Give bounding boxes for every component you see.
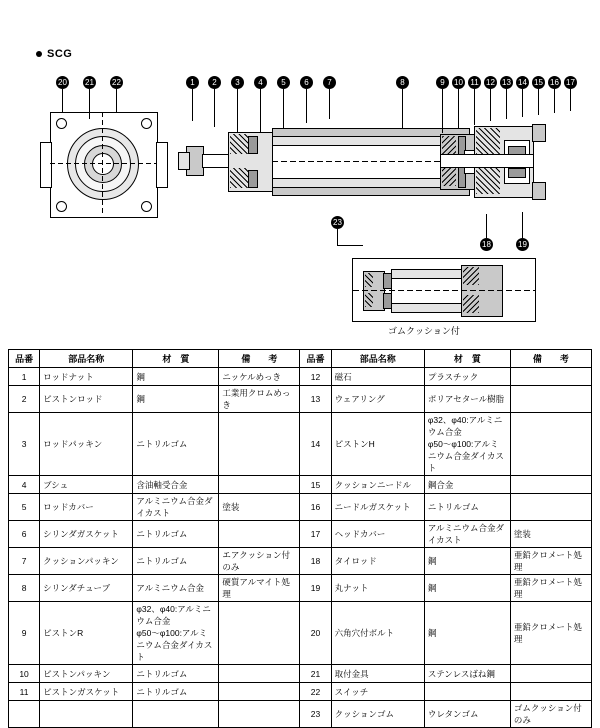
table-row bbox=[9, 665, 592, 683]
table-row bbox=[9, 521, 592, 548]
callout-7: 7 bbox=[323, 76, 336, 89]
callout-6: 6 bbox=[300, 76, 313, 89]
cell-remark bbox=[219, 701, 300, 728]
detail-hatch bbox=[463, 295, 479, 313]
cell-name: ピストンロッド bbox=[40, 386, 133, 413]
cell-remark bbox=[219, 683, 300, 701]
front-view-bolt-hole bbox=[56, 118, 67, 129]
table-row bbox=[9, 476, 592, 494]
model-title bbox=[36, 48, 72, 60]
cell-name: シリンダガスケット bbox=[40, 521, 133, 548]
cell-name: シリンダチューブ bbox=[40, 575, 133, 602]
callout-15: 15 bbox=[532, 76, 545, 89]
rod-cover-hatch bbox=[230, 134, 248, 154]
cell-material: プラスチック bbox=[424, 368, 510, 386]
callout-22: 22 bbox=[110, 76, 123, 89]
leader-line bbox=[306, 89, 307, 123]
header-no-right: 品番 bbox=[300, 350, 331, 368]
callout-14: 14 bbox=[516, 76, 529, 89]
detail-hatch bbox=[463, 267, 479, 285]
cell-material: ニトリルゴム bbox=[133, 683, 219, 701]
cell-name: 丸ナット bbox=[331, 575, 424, 602]
cell-remark: ニッケルめっき bbox=[219, 368, 300, 386]
leader-line bbox=[458, 89, 459, 129]
cell-no: 9 bbox=[9, 602, 40, 665]
leader-line bbox=[283, 89, 284, 129]
head-cover-hatch bbox=[476, 168, 500, 194]
callout-8: 8 bbox=[396, 76, 409, 89]
cell-no: 7 bbox=[9, 548, 40, 575]
cell-material: 鋼 bbox=[424, 602, 510, 665]
cell-no: 8 bbox=[9, 575, 40, 602]
cell-remark: 亜鉛クロメート処理 bbox=[510, 602, 591, 665]
cell-no: 18 bbox=[300, 548, 331, 575]
rod-packing-part bbox=[248, 170, 258, 188]
cell-no: 11 bbox=[9, 683, 40, 701]
cell-name bbox=[40, 701, 133, 728]
cell-remark bbox=[510, 683, 591, 701]
header-remark-right: 備 考 bbox=[510, 350, 591, 368]
cell-material bbox=[133, 701, 219, 728]
cell-material: アルミニウム合金 bbox=[133, 575, 219, 602]
cell-no: 21 bbox=[300, 665, 331, 683]
cell-no: 13 bbox=[300, 386, 331, 413]
cell-remark bbox=[510, 413, 591, 476]
cell-material: 鋼 bbox=[133, 386, 219, 413]
cell-name: ブシュ bbox=[40, 476, 133, 494]
model-title-label: SCG bbox=[47, 48, 73, 61]
cell-name: ピストンR bbox=[40, 602, 133, 665]
cell-material: ニトリルゴム bbox=[133, 548, 219, 575]
callout-11: 11 bbox=[468, 76, 481, 89]
cell-material: ウレタンゴム bbox=[424, 701, 510, 728]
cell-remark: 亜鉛クロメート処理 bbox=[510, 575, 591, 602]
leader-line bbox=[442, 89, 443, 133]
header-material-left: 材 質 bbox=[133, 350, 219, 368]
detail-caption: ゴムクッション付 bbox=[388, 326, 460, 336]
cell-remark bbox=[219, 476, 300, 494]
front-view-bolt-hole bbox=[56, 201, 67, 212]
cell-remark bbox=[510, 494, 591, 521]
cell-name: クッションニードル bbox=[331, 476, 424, 494]
cell-no bbox=[9, 701, 40, 728]
cell-no: 19 bbox=[300, 575, 331, 602]
cell-name: クッションパッキン bbox=[40, 548, 133, 575]
cell-remark: エアクッション付のみ bbox=[219, 548, 300, 575]
cell-no: 1 bbox=[9, 368, 40, 386]
cell-no: 16 bbox=[300, 494, 331, 521]
cell-no: 4 bbox=[9, 476, 40, 494]
callout-5: 5 bbox=[277, 76, 290, 89]
table-row bbox=[9, 368, 592, 386]
cell-material: ニトリルゴム bbox=[133, 413, 219, 476]
cell-remark bbox=[510, 665, 591, 683]
cylinder-tube-wall-top bbox=[272, 136, 442, 146]
table-row bbox=[9, 494, 592, 521]
cell-name: ピストンガスケット bbox=[40, 683, 133, 701]
front-view-mount-left bbox=[40, 142, 52, 188]
front-view-mount-right bbox=[156, 142, 168, 188]
header-name-right: 部品名称 bbox=[331, 350, 424, 368]
leader-line bbox=[402, 89, 403, 129]
piston-rod-h-part bbox=[440, 154, 534, 168]
cell-name: ロッドナット bbox=[40, 368, 133, 386]
header-no-left: 品番 bbox=[9, 350, 40, 368]
cell-remark bbox=[219, 665, 300, 683]
cell-name: タイロッド bbox=[331, 548, 424, 575]
cell-material: 鋼合金 bbox=[424, 476, 510, 494]
cell-name: ピストンH bbox=[331, 413, 424, 476]
detail-wall-bottom bbox=[391, 303, 463, 313]
callout-13: 13 bbox=[500, 76, 513, 89]
cell-no: 23 bbox=[300, 701, 331, 728]
callout-20: 20 bbox=[56, 76, 69, 89]
leader-line bbox=[490, 89, 491, 121]
cell-name: クッションゴム bbox=[331, 701, 424, 728]
callout-19: 19 bbox=[516, 238, 529, 251]
cell-name: 磁石 bbox=[331, 368, 424, 386]
callout-4: 4 bbox=[254, 76, 267, 89]
cell-remark: 工業用クロムめっき bbox=[219, 386, 300, 413]
cell-name: ウェアリング bbox=[331, 386, 424, 413]
front-view-drawing bbox=[50, 112, 158, 218]
leader-line bbox=[522, 89, 523, 117]
table-row bbox=[9, 683, 592, 701]
front-view-bolt-hole bbox=[141, 201, 152, 212]
cell-no: 10 bbox=[9, 665, 40, 683]
cell-no: 6 bbox=[9, 521, 40, 548]
detail-hatch bbox=[365, 293, 373, 307]
callout-16: 16 bbox=[548, 76, 561, 89]
callout-9: 9 bbox=[436, 76, 449, 89]
leader-line bbox=[237, 89, 238, 133]
round-nut-bottom bbox=[532, 182, 546, 200]
cell-remark bbox=[219, 413, 300, 476]
leader-line bbox=[474, 89, 475, 125]
cell-remark bbox=[510, 368, 591, 386]
leader-line bbox=[192, 89, 193, 121]
bullet-icon bbox=[36, 51, 42, 57]
cell-no: 5 bbox=[9, 494, 40, 521]
cell-name: 取付金具 bbox=[331, 665, 424, 683]
callout-2: 2 bbox=[208, 76, 221, 89]
cell-name: ピストンパッキン bbox=[40, 665, 133, 683]
head-cover-hatch bbox=[476, 128, 500, 154]
cell-no: 2 bbox=[9, 386, 40, 413]
leader-line bbox=[522, 212, 523, 238]
cell-remark bbox=[219, 602, 300, 665]
cell-material: ニトリルゴム bbox=[424, 494, 510, 521]
callout-12: 12 bbox=[484, 76, 497, 89]
header-remark-left: 備 考 bbox=[219, 350, 300, 368]
cell-material: 鋼 bbox=[424, 575, 510, 602]
callout-23: 23 bbox=[331, 216, 344, 229]
cell-material: φ32、φ40:アルミニウム合金 φ50〜φ100:アルミニウム合金ダイカスト bbox=[133, 602, 219, 665]
center-line-vertical bbox=[102, 112, 103, 216]
cell-no: 14 bbox=[300, 413, 331, 476]
cell-remark: 硬質アルマイト処理 bbox=[219, 575, 300, 602]
cell-no: 3 bbox=[9, 413, 40, 476]
leader-line bbox=[89, 89, 90, 119]
header-name-left: 部品名称 bbox=[40, 350, 133, 368]
cell-material: ニトリルゴム bbox=[133, 521, 219, 548]
leader-line bbox=[337, 229, 338, 245]
cell-remark: 塗装 bbox=[510, 521, 591, 548]
callout-17: 17 bbox=[564, 76, 577, 89]
cell-name: ロッドパッキン bbox=[40, 413, 133, 476]
leader-line bbox=[538, 89, 539, 115]
cell-remark: ゴムクッション付のみ bbox=[510, 701, 591, 728]
cell-material: ステンレスばね鋼 bbox=[424, 665, 510, 683]
rod-cover-hatch bbox=[230, 168, 248, 188]
table-header-row bbox=[9, 350, 592, 368]
cell-name: ニードルガスケット bbox=[331, 494, 424, 521]
cell-remark: 亜鉛クロメート処理 bbox=[510, 548, 591, 575]
cell-remark bbox=[219, 521, 300, 548]
center-line-horizontal bbox=[50, 163, 156, 164]
leader-line bbox=[214, 89, 215, 127]
leader-line bbox=[337, 245, 363, 246]
cell-material: ニトリルゴム bbox=[133, 665, 219, 683]
table-row bbox=[9, 386, 592, 413]
parts-table bbox=[8, 349, 592, 728]
table-row bbox=[9, 413, 592, 476]
cell-remark bbox=[510, 476, 591, 494]
cell-remark bbox=[510, 386, 591, 413]
callout-21: 21 bbox=[83, 76, 96, 89]
leader-line bbox=[62, 89, 63, 113]
cell-name: ヘッドカバー bbox=[331, 521, 424, 548]
table-row bbox=[9, 575, 592, 602]
table-body bbox=[9, 368, 592, 728]
cell-material bbox=[424, 683, 510, 701]
leader-line bbox=[260, 89, 261, 133]
cell-name: ロッドカバー bbox=[40, 494, 133, 521]
cell-material: アルミニウム合金ダイカスト bbox=[424, 521, 510, 548]
rod-end-part bbox=[178, 152, 190, 170]
leader-line bbox=[116, 89, 117, 113]
cell-no: 22 bbox=[300, 683, 331, 701]
callout-3: 3 bbox=[231, 76, 244, 89]
leader-line bbox=[486, 214, 487, 238]
cell-no: 12 bbox=[300, 368, 331, 386]
cell-material: アルミニウム合金ダイカスト bbox=[133, 494, 219, 521]
detail-center-line bbox=[353, 290, 535, 291]
callout-1: 1 bbox=[186, 76, 199, 89]
cell-material: 鋼 bbox=[424, 548, 510, 575]
rod-packing-part bbox=[248, 136, 258, 154]
piston-rod-part bbox=[202, 154, 230, 168]
detail-view-drawing bbox=[352, 258, 536, 322]
cell-material: φ32、φ40:アルミニウム合金 φ50〜φ100:アルミニウム合金ダイカスト bbox=[424, 413, 510, 476]
cell-material: 鋼 bbox=[133, 368, 219, 386]
round-nut-top bbox=[532, 124, 546, 142]
leader-line bbox=[506, 89, 507, 119]
cell-material: ポリアセタール樹脂 bbox=[424, 386, 510, 413]
cell-remark: 塗装 bbox=[219, 494, 300, 521]
cell-name: 六角穴付ボルト bbox=[331, 602, 424, 665]
cell-material: 含油軸受合金 bbox=[133, 476, 219, 494]
needle-gasket-part bbox=[508, 168, 526, 178]
section-view-drawing bbox=[178, 110, 578, 230]
leader-line bbox=[329, 89, 330, 119]
cell-no: 20 bbox=[300, 602, 331, 665]
cell-no: 15 bbox=[300, 476, 331, 494]
leader-line bbox=[570, 89, 571, 111]
header-material-right: 材 質 bbox=[424, 350, 510, 368]
front-view-rod-hole bbox=[92, 153, 114, 175]
table-row bbox=[9, 548, 592, 575]
front-view-bolt-hole bbox=[141, 118, 152, 129]
cell-name: スイッチ bbox=[331, 683, 424, 701]
leader-line bbox=[554, 89, 555, 113]
detail-wall-top bbox=[391, 269, 463, 279]
callout-18: 18 bbox=[480, 238, 493, 251]
table-row bbox=[9, 701, 592, 728]
table-row bbox=[9, 602, 592, 665]
cell-no: 17 bbox=[300, 521, 331, 548]
callout-10: 10 bbox=[452, 76, 465, 89]
cylinder-center-line bbox=[272, 161, 440, 162]
detail-hatch bbox=[365, 273, 373, 287]
